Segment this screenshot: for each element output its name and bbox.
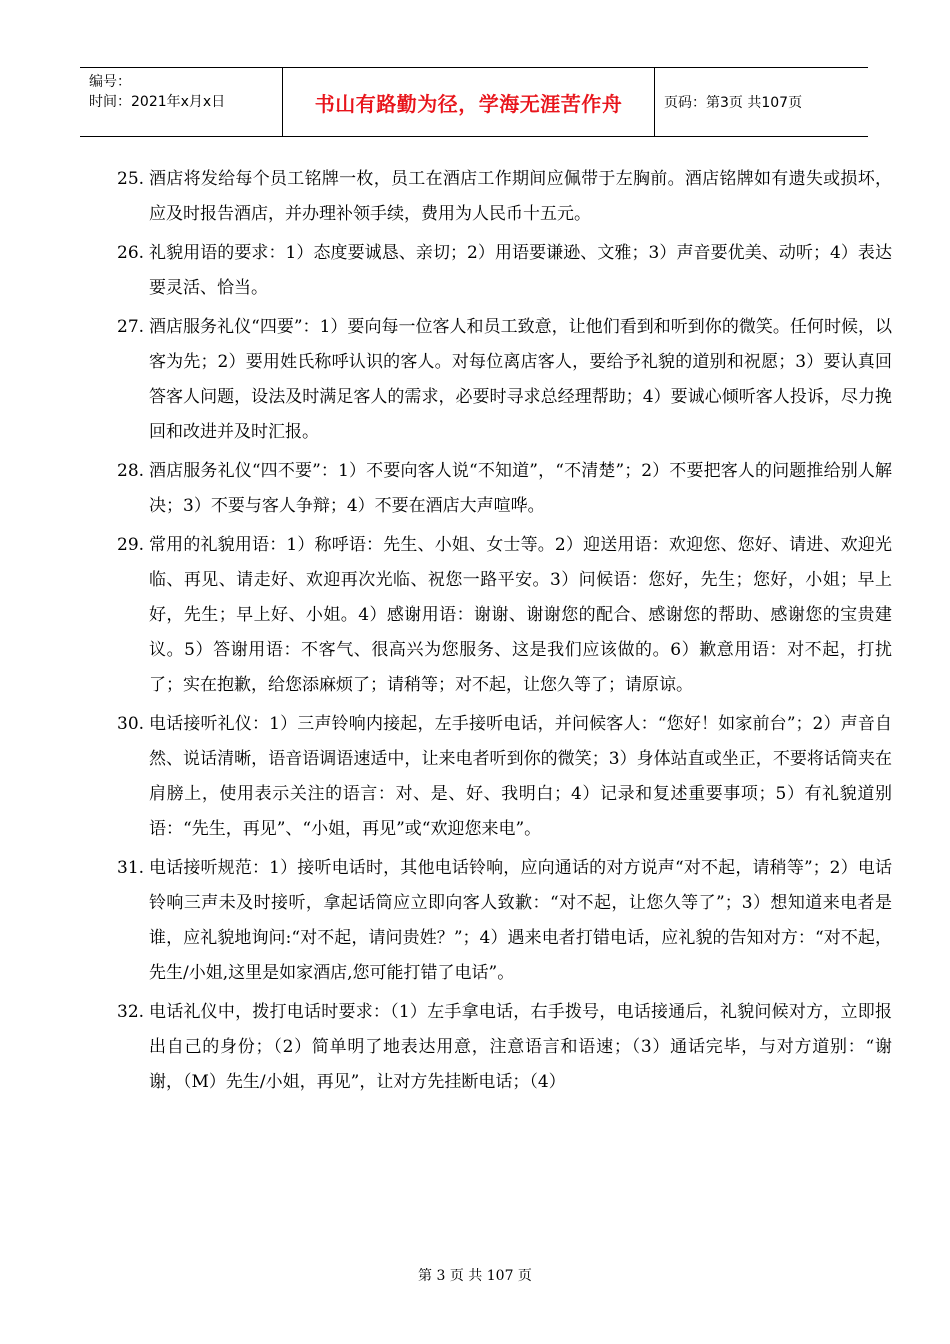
doc-time-label: 时间：2021年x月x日 [89, 94, 226, 110]
list-item [117, 162, 892, 232]
list-item [117, 707, 892, 847]
header-info-cell [80, 68, 283, 136]
header-motto: 书山有路勤为径，学海无涯苦作舟 [283, 68, 655, 136]
list-item [117, 310, 892, 450]
list-item [117, 528, 892, 703]
item-number: 31. [117, 858, 145, 878]
item-number: 25. [117, 169, 145, 189]
doc-number-label: 编号： [89, 74, 131, 90]
item-text: 酒店将发给每个员工铭牌一枚，员工在酒店工作期间应佩带于左胸前。酒店铭牌如有遗失或损坏，应及时报告酒店，并办理补领手续，费用为人民币十五元。 [149, 169, 892, 224]
item-number: 29. [117, 535, 145, 555]
item-text: 酒店服务礼仪“四不要”：1）不要向客人说“不知道”，“不清楚”；2）不要把客人的问题推给别人解决；3）不要与客人争辩；4）不要在酒店大声喧哗。 [149, 461, 892, 516]
item-text: 电话接听规范：1）接听电话时，其他电话铃响，应向通话的对方说声“对不起，请稍等”；2）电话铃响三声未及时接听，拿起话筒应立即向客人致歉：“对不起，让您久等了”；3）想知道来电者是谁，应礼貌地询问:“对不起，请问贵姓？”；4）遇来电者打错电话，应礼貌的告知对方：“对不起，先生/小姐,这里是如家酒店,您可能打错了电话”。 [149, 858, 892, 983]
item-text: 电话礼仪中，拨打电话时要求：（1）左手拿电话，右手拨号，电话接通后，礼貌问候对方，立即报出自己的身份；（2）简单明了地表达用意，注意语言和语速；（3）通话完毕，与对方道别：“谢谢，（M）先生/小姐，再见”，让对方先挂断电话；（4） [149, 1002, 892, 1092]
item-text: 常用的礼貌用语：1）称呼语：先生、小姐、女士等。2）迎送用语：欢迎您、您好、请进、欢迎光临、再见、请走好、欢迎再次光临、祝您一路平安。3）问候语：您好，先生；您好，小姐；早上好，先生；早上好、小姐。4）感谢用语：谢谢、谢谢您的配合、感谢您的帮助、感谢您的宝贵建议。5）答谢用语：不客气、很高兴为您服务、这是我们应该做的。6）歉意用语：对不起，打扰了；实在抱歉，给您添麻烦了；请稍等；对不起，让您久等了；请原谅。 [149, 535, 892, 695]
document-body [117, 162, 892, 1104]
item-text: 酒店服务礼仪“四要”：1）要向每一位客人和员工致意，让他们看到和听到你的微笑。任何时候，以客为先；2）要用姓氏称呼认识的客人。对每位离店客人，要给予礼貌的道别和祝愿；3）要认真回答客人问题，设法及时满足客人的需求，必要时寻求总经理帮助；4）要诚心倾听客人投诉，尽力挽回和改进并及时汇报。 [149, 317, 892, 442]
page-header [80, 67, 868, 137]
item-number: 27. [117, 317, 145, 337]
list-item [117, 995, 892, 1100]
item-number: 30. [117, 714, 145, 734]
list-item [117, 454, 892, 524]
item-text: 电话接听礼仪：1）三声铃响内接起，左手接听电话，并问候客人：“您好！如家前台”；2）声音自然、说话清晰，语音语调语速适中，让来电者听到你的微笑；3）身体站直或坐正，不要将话筒夹在肩膀上，使用表示关注的语言：对、是、好、我明白；4）记录和复述重要事项；5）有礼貌道别语：“先生，再见”、“小姐，再见”或“欢迎您来电”。 [149, 714, 892, 839]
item-number: 26. [117, 243, 145, 263]
list-item [117, 851, 892, 991]
page-footer: 第 3 页 共 107 页 [418, 1268, 532, 1284]
header-page-label: 页码：第3页 共107页 [664, 95, 803, 111]
list-item [117, 236, 892, 306]
item-number: 28. [117, 461, 145, 481]
item-number: 32. [117, 1002, 145, 1022]
item-text: 礼貌用语的要求：1）态度要诚恳、亲切；2）用语要谦逊、文雅；3）声音要优美、动听；4）表达要灵活、恰当。 [149, 243, 892, 298]
